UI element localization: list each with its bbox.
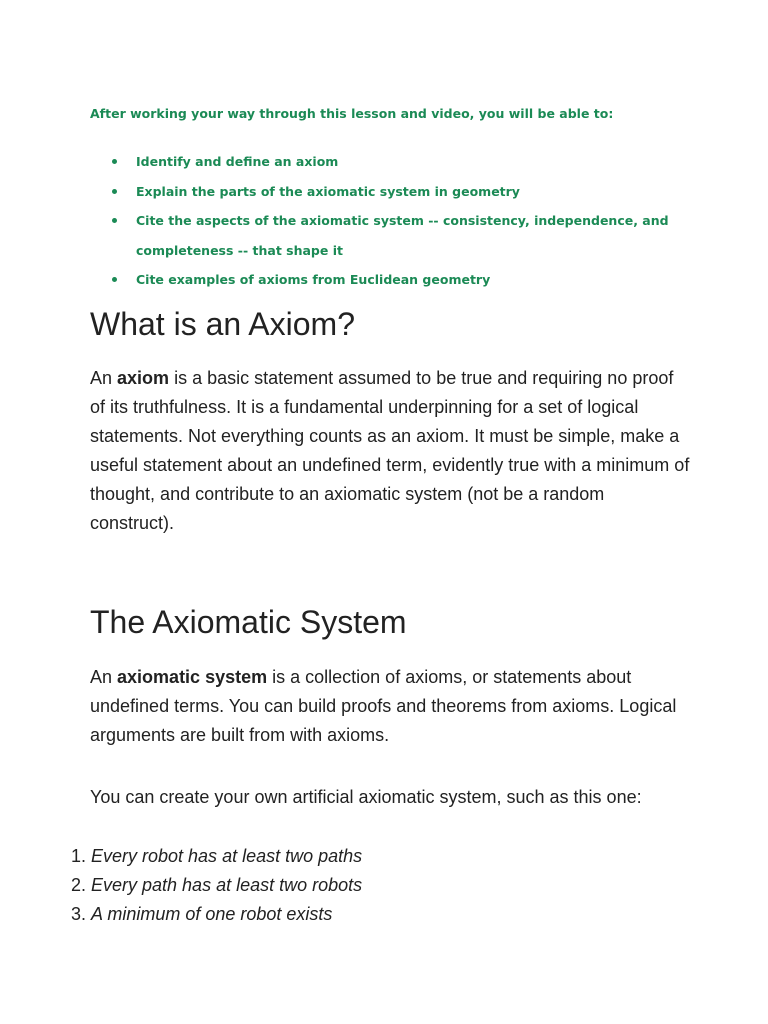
paragraph-text: An	[90, 667, 118, 687]
axiom-definition-paragraph	[90, 364, 690, 538]
list-item	[90, 265, 690, 295]
axiom-text: A minimum of one robot exists	[91, 904, 333, 924]
axiom-term: axiom	[117, 368, 170, 388]
objective-text: Explain the parts of the axiomatic system in geometry	[136, 183, 520, 199]
list-number: 3.	[70, 904, 91, 924]
paragraph-text: An	[90, 368, 118, 388]
objectives-list	[90, 147, 690, 295]
objective-text: Cite the aspects of the axiomatic system -- consistency, independence, and completeness -- that shape it	[136, 213, 669, 258]
list-item	[63, 842, 362, 871]
bullet-icon	[112, 277, 117, 282]
example-intro-paragraph: You can create your own artificial axiomatic system, such as this one:	[90, 787, 642, 807]
list-item	[90, 147, 690, 177]
paragraph-text: is a basic statement assumed to be true and requiring no proof of its truthfulness. It is a fundamental underpinning for a set of logical statements. Not everything counts as an axiom. It must be simple, make a useful statement about an undefined term, evidently true with a minimum of thought, and contribute to an axiomatic system (not be a random construct).	[90, 368, 690, 533]
heading-axiomatic-system: The Axiomatic System	[90, 604, 407, 640]
bullet-icon	[112, 159, 117, 164]
bullet-icon	[112, 218, 117, 223]
axiom-text: Every path has at least two robots	[91, 875, 363, 895]
list-item	[90, 206, 690, 265]
objective-text: Cite examples of axioms from Euclidean geometry	[136, 272, 491, 287]
bullet-icon	[112, 189, 117, 194]
lesson-objectives-intro: After working your way through this lesson and video, you will be able to:	[90, 106, 614, 121]
heading-what-is-an-axiom: What is an Axiom?	[90, 306, 355, 342]
axiom-text: Every robot has at least two paths	[91, 846, 363, 866]
axiomatic-system-term: axiomatic system	[117, 667, 268, 687]
list-number: 1.	[70, 846, 91, 866]
list-item	[63, 871, 362, 900]
list-number: 2.	[70, 875, 91, 895]
robot-axioms-list	[63, 842, 362, 929]
objective-text: Identify and define an axiom	[136, 154, 339, 169]
list-item	[90, 177, 690, 207]
list-item	[63, 900, 362, 929]
paragraph-text: is a collection of axioms, or statements about undefined terms. You can build proofs and theorems from axioms. Logical arguments are built from with axioms.	[90, 667, 677, 745]
axiomatic-system-definition-paragraph	[90, 663, 690, 750]
